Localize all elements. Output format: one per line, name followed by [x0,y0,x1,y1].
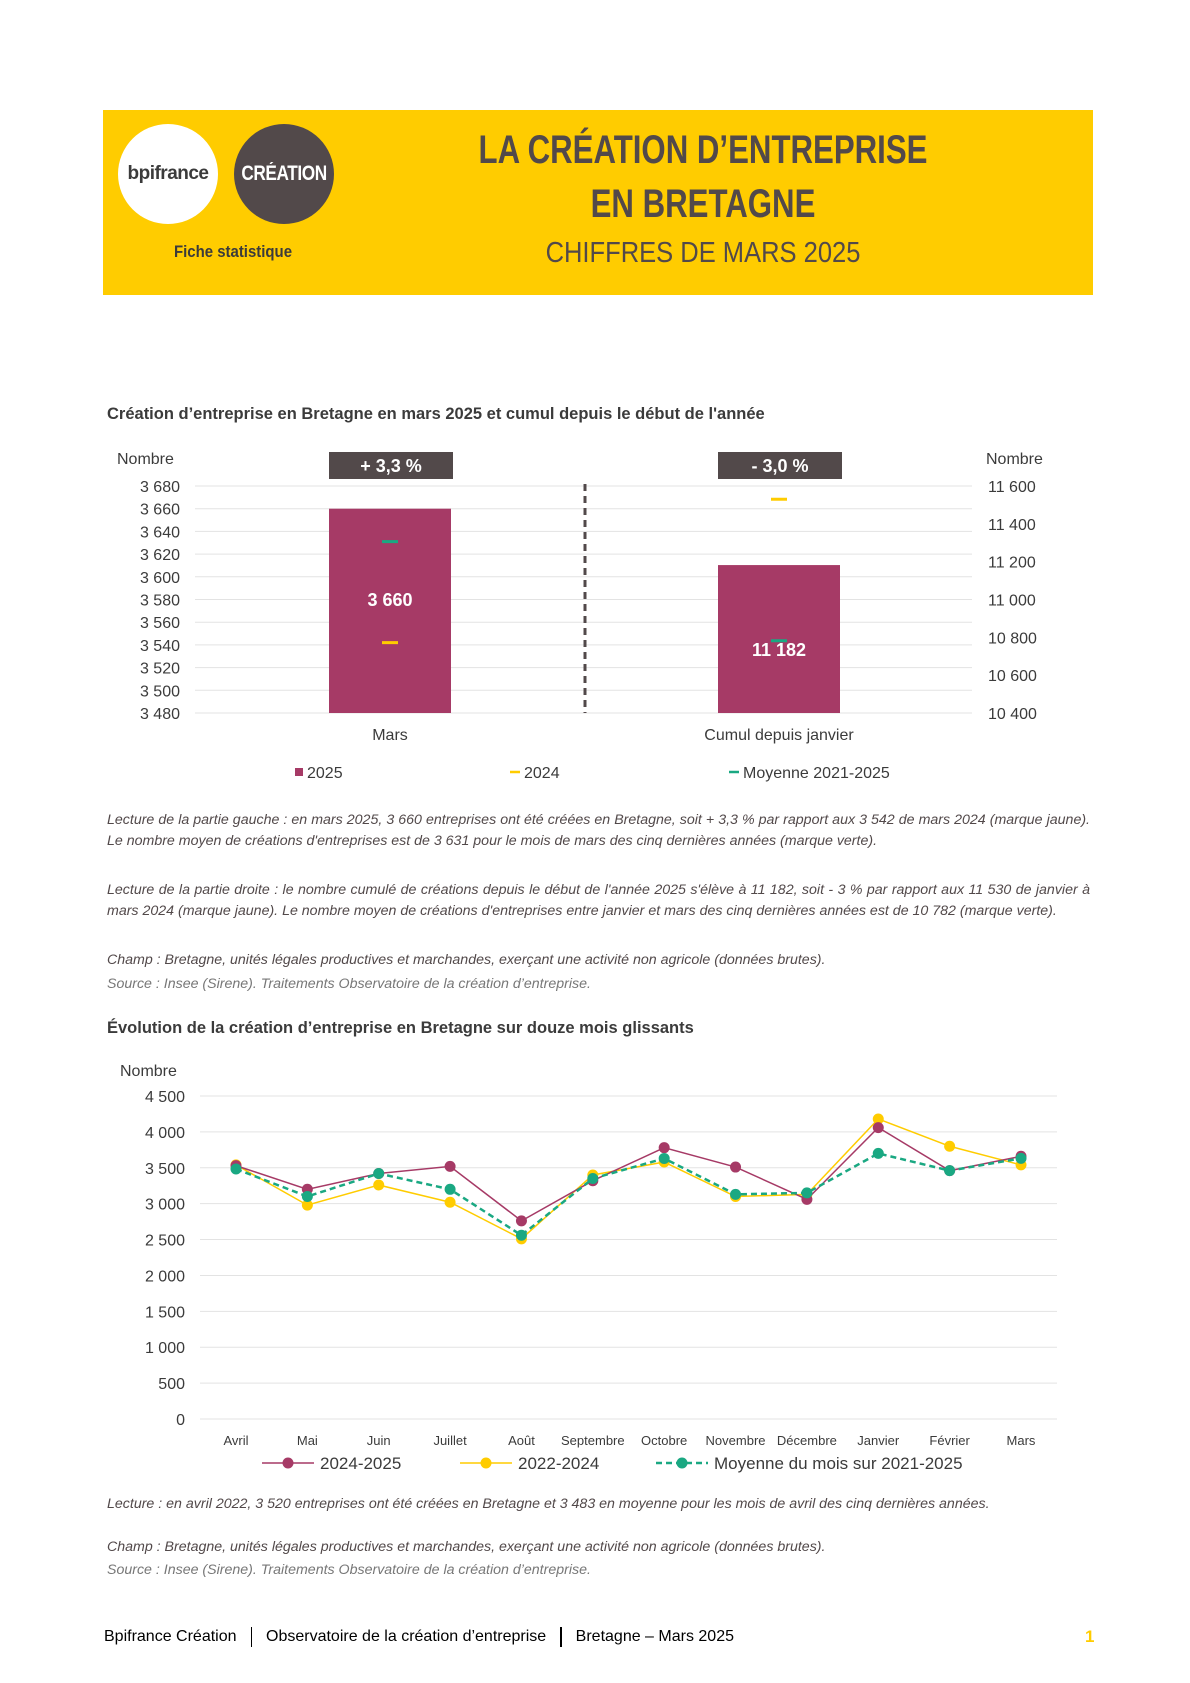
legend-swatch-2025 [295,768,303,776]
footer-org: Bpifrance Création [104,1628,237,1646]
data-point [873,1148,884,1159]
y-tick-label-right: 10 400 [988,706,1037,723]
legend-label: Moyenne du mois sur 2021-2025 [714,1454,963,1473]
fiche-label: Fiche statistique [173,242,293,261]
variation-badge-text: - 3,0 % [751,456,809,476]
page-title-line1: LA CRÉATION D’ENTREPRISE [478,128,928,172]
data-point [445,1161,456,1172]
footer-region-date: Bretagne – Mars 2025 [575,1628,734,1646]
creation-logo-text: CRÉATION [241,162,327,185]
legend-swatch-point [283,1458,294,1469]
x-category-label: Mars [372,727,408,744]
page-subtitle: CHIFFRES DE MARS 2025 [545,237,861,269]
data-point [516,1230,527,1241]
champ-2: Champ : Bretagne, unités légales productives et marchandes, exerçant une activité non agricole (données brutes). [107,1539,826,1555]
y-tick-label: 1 500 [144,1304,185,1322]
y-tick-label: 4 500 [144,1089,185,1106]
footer-separator [560,1627,562,1647]
series-line [236,1128,1021,1221]
y-axis-label-left: Nombre [117,451,174,468]
y-tick-label-left: 3 680 [139,479,180,496]
y-tick-label-right: 11 400 [988,516,1036,534]
legend-label: 2022-2024 [518,1454,600,1473]
data-point [659,1142,670,1153]
x-tick-label: Mars [1006,1433,1036,1448]
y-axis-label-right: Nombre [986,451,1043,468]
lecture-2: Lecture : en avril 2022, 3 520 entreprises ont été créées en Bretagne et 3 483 en moyenne pour les mois de avril des cinq dernières années. [107,1496,990,1512]
bar-value-label: 3 660 [367,589,413,610]
y-tick-label-left: 3 660 [139,501,180,519]
bar-2025 [718,565,840,713]
y-tick-label: 4 000 [144,1124,185,1142]
y-tick-label-left: 3 480 [139,706,180,723]
data-point [373,1180,384,1191]
data-point [373,1168,384,1179]
header-banner [103,110,1093,295]
legend-swatch-point [677,1458,688,1469]
data-point [730,1162,741,1173]
y-tick-label-right: 11 000 [988,592,1036,610]
data-point [445,1184,456,1195]
data-point [873,1122,884,1133]
note-left: Lecture de la partie gauche : en mars 2025, 3 660 entreprises ont été créées en Bretagne, soit + 3,3 % par rapport aux 3 542 de mars 2024 (marque jaune). Le nombre moyen de créations d'entreprises est de 3 631 pour le mois de mars des cinq dernières années (marque verte). [107,812,1090,849]
y-tick-label: 1 000 [144,1340,185,1358]
source-1: Source : Insee (Sirene). Traitements Observatoire de la création d’entreprise. [107,976,591,992]
y-tick-label-left: 3 640 [139,524,180,542]
data-point [730,1189,741,1200]
x-tick-label: Novembre [705,1433,766,1448]
series-line [236,1153,1021,1235]
legend-swatch-point [481,1458,492,1469]
x-tick-label: Juin [366,1433,391,1448]
y-tick-label-left: 3 580 [139,592,180,610]
note-right: Lecture de la partie droite : le nombre cumulé de créations depuis le début de l'année 2025 s'élève à 11 182, soit - 3 % par rapport aux 11 530 de janvier à mars 2024 (marque jaune). Le nombre moyen de créations d'entreprises entre janvier et mars des cinq dernières années est de 10 782 (marque verte). [107,882,1090,919]
variation-badge-text: + 3,3 % [360,456,422,476]
data-point [801,1187,812,1198]
y-axis-label: Nombre [120,1063,177,1080]
data-point [944,1141,955,1152]
y-tick-label-right: 10 600 [988,668,1037,686]
footer-observatory: Observatoire de la création d’entreprise [266,1628,547,1646]
bar-chart-heading: Création d’entreprise en Bretagne en mars 2025 et cumul depuis le début de l'année [107,405,765,423]
data-point [445,1197,456,1208]
bpifrance-logo [118,124,218,224]
y-tick-label: 3 000 [144,1196,185,1214]
bar-2025 [329,509,451,713]
x-tick-label: Septembre [561,1433,625,1448]
data-point [1016,1153,1027,1164]
y-tick-label: 3 500 [144,1160,185,1178]
data-point [659,1153,670,1164]
y-tick-label: 2 000 [144,1268,185,1286]
line-chart [0,1055,1190,1475]
y-tick-label-left: 3 500 [139,683,180,701]
page-title-line2: EN BRETAGNE [590,182,816,226]
bar-value-label: 11 182 [751,640,807,661]
creation-logo [234,124,334,224]
y-tick-label-right: 11 600 [988,479,1036,496]
legend-label: 2025 [307,765,343,782]
footer-separator [251,1627,253,1647]
x-tick-label: Janvier [857,1433,900,1448]
y-tick-label-left: 3 520 [139,660,180,678]
x-tick-label: Octobre [641,1433,688,1448]
y-tick-label-right: 10 800 [988,630,1037,648]
y-tick-label-left: 3 560 [139,615,180,633]
x-tick-label: Février [929,1433,970,1448]
champ-1: Champ : Bretagne, unités légales productives et marchandes, exerçant une activité non agricole (données brutes). [107,952,826,968]
data-point [231,1163,242,1174]
line-chart-heading: Évolution de la création d’entreprise en Bretagne sur douze mois glissants [107,1019,694,1037]
x-tick-label: Août [508,1433,535,1448]
legend-label: 2024-2025 [320,1454,402,1473]
data-point [302,1191,313,1202]
x-tick-label: Juillet [433,1433,467,1448]
x-tick-label: Mai [296,1433,318,1448]
data-point [944,1165,955,1176]
page-number: 1 [1085,1627,1095,1646]
data-point [587,1173,598,1184]
y-tick-label: 500 [158,1376,185,1394]
legend-label: 2024 [524,765,560,782]
bar-chart [0,440,1190,790]
bpifrance-logo-text: bpifrance [127,163,209,184]
y-tick-label-left: 3 600 [139,569,180,587]
y-tick-label-left: 3 540 [139,637,180,655]
x-tick-label: Avril [223,1433,249,1448]
footer [104,1627,734,1647]
y-tick-label: 2 500 [144,1232,185,1250]
data-point [516,1215,527,1226]
x-category-label: Cumul depuis janvier [704,727,854,744]
y-tick-label: 0 [176,1412,185,1429]
x-tick-label: Décembre [776,1433,837,1448]
legend-label: Moyenne 2021-2025 [743,765,890,782]
y-tick-label-left: 3 620 [139,547,180,565]
source-2: Source : Insee (Sirene). Traitements Observatoire de la création d’entreprise. [107,1562,591,1578]
y-tick-label-right: 11 200 [988,554,1036,572]
